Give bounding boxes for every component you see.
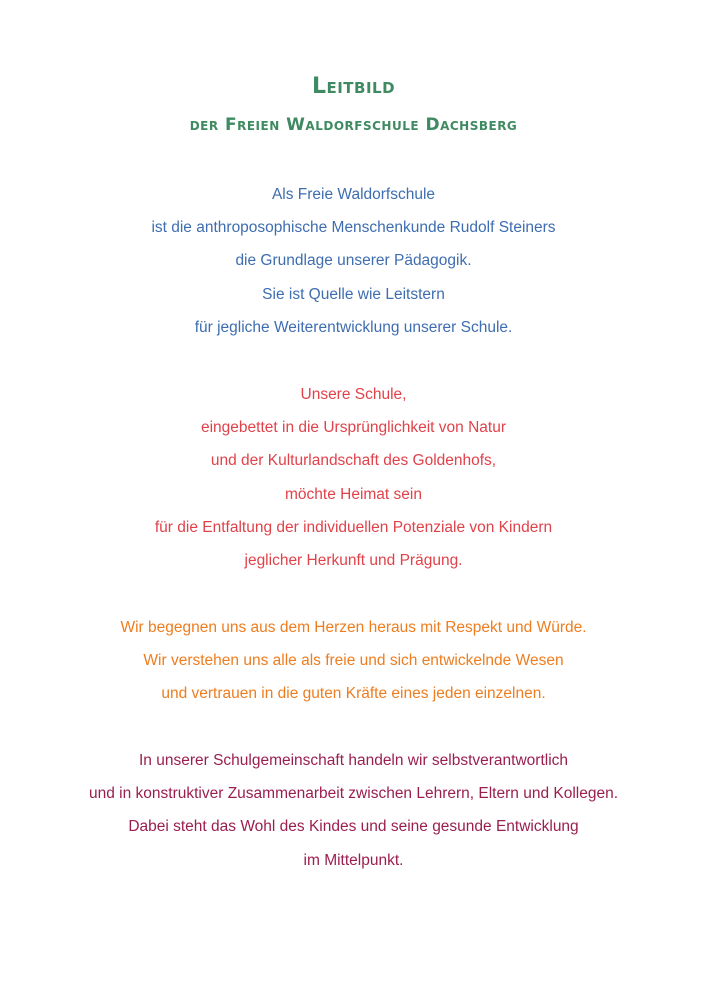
- stanza-respect: [0, 611, 707, 711]
- stanza-line: eingebettet in die Ursprünglichkeit von Natur: [200, 419, 506, 437]
- stanza-line: Unsere Schule,: [300, 386, 407, 403]
- stanza-line: möchte Heimat sein: [285, 485, 422, 503]
- stanza-line: In unserer Schulgemeinschaft handeln wir selbstverantwortlich: [138, 752, 569, 769]
- stanza-line: und der Kulturlandschaft des Goldenhofs,: [210, 452, 497, 470]
- stanza-line: und vertrauen in die guten Kräfte eines jeden einzelnen.: [161, 685, 546, 703]
- document-subtitle: der Freien Waldorfschule Dachsberg: [189, 115, 518, 135]
- stanza-line: jeglicher Herkunft und Prägung.: [244, 551, 463, 569]
- stanza-line: für die Entfaltung der individuellen Potenziale von Kindern: [154, 518, 553, 536]
- stanza-line: für jegliche Weiterentwicklung unserer Schule.: [194, 318, 513, 336]
- stanza-community: [0, 744, 707, 877]
- stanza-line: Sie ist Quelle wie Leitstern: [262, 285, 445, 303]
- stanza-school-home: [0, 378, 707, 577]
- stanza-line: Dabei steht das Wohl des Kindes und seine gesunde Entwicklung: [128, 818, 579, 836]
- stanza-line: Als Freie Waldorfschule: [271, 186, 436, 203]
- stanza-line: Wir begegnen uns aus dem Herzen heraus mit Respekt und Würde.: [120, 619, 587, 636]
- stanza-line: die Grundlage unserer Pädagogik.: [235, 252, 472, 270]
- stanza-line: im Mittelpunkt.: [303, 851, 404, 869]
- stanza-line: Wir verstehen uns alle als freie und sich entwickelnde Wesen: [143, 652, 564, 670]
- stanza-foundation: [0, 178, 707, 344]
- document-title: Leitbild: [311, 74, 396, 99]
- stanza-line: ist die anthroposophische Menschenkunde Rudolf Steiners: [151, 219, 556, 237]
- stanza-line: und in konstruktiver Zusammenarbeit zwischen Lehrern, Eltern und Kollegen.: [89, 785, 618, 803]
